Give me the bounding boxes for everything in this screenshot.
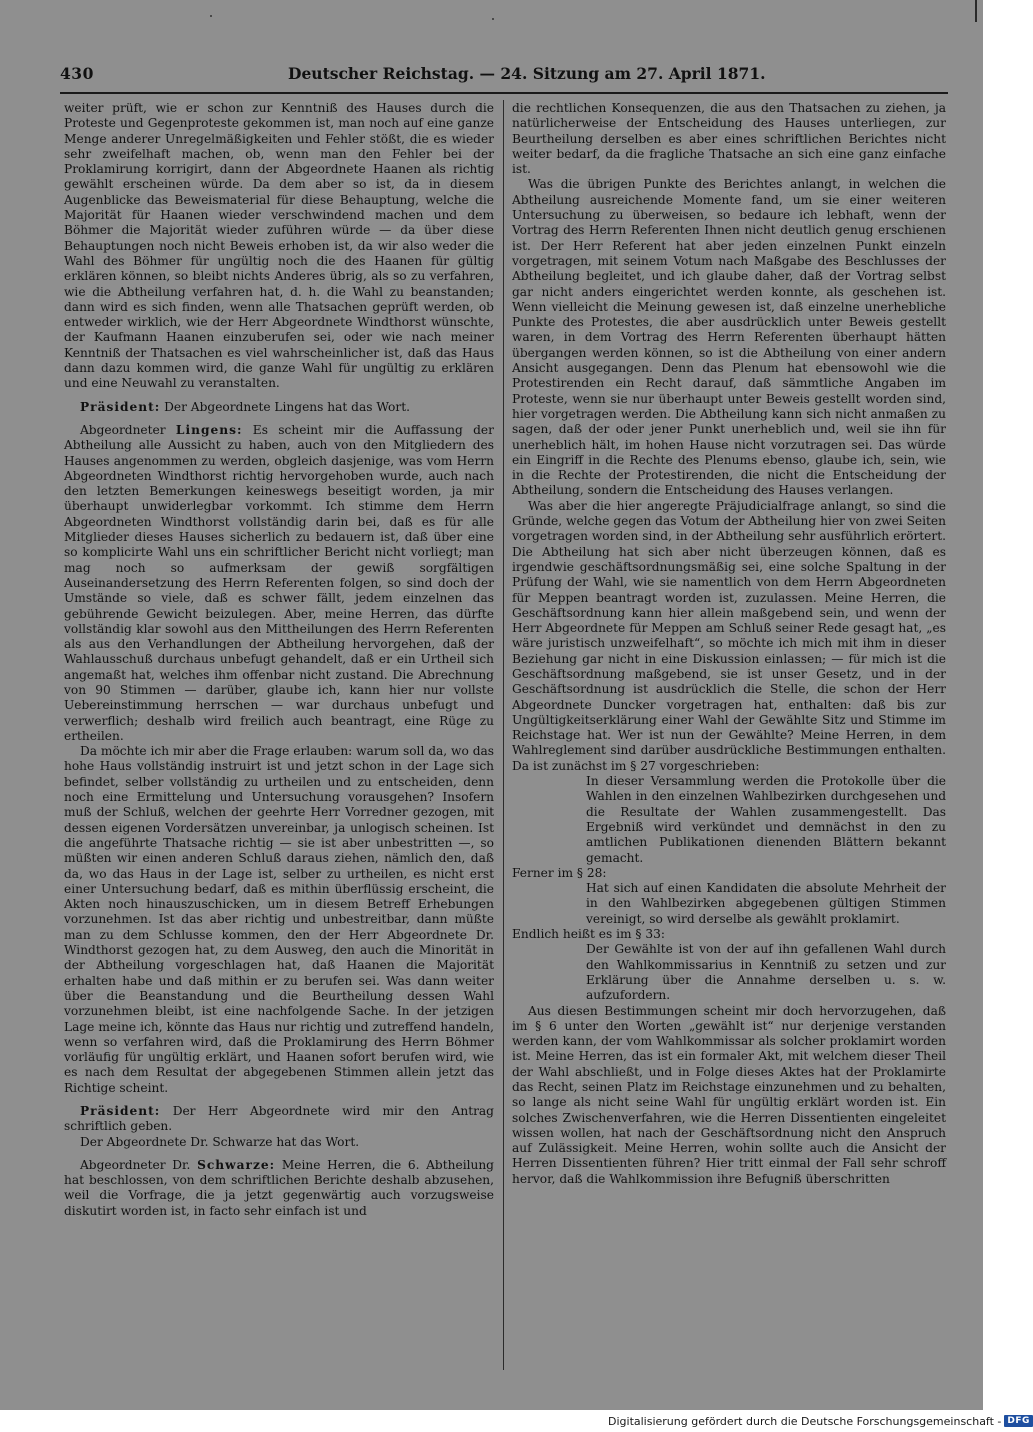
speaker-name: Lingens: [175, 422, 243, 437]
footer-credit [608, 1413, 1033, 1429]
paragraph: Der Abgeordnete Dr. Schwarze hat das Wort. [80, 1134, 360, 1149]
speck [492, 18, 494, 20]
paragraph: die rechtlichen Konsequenzen, die aus den Thatsachen zu ziehen, ja natürlicherweise der Entscheidung des Hauses unterliegen, zur Beurtheilung derselben es aber eines schriftlichen Berichtes nicht weiter bedarf, da die fragliche Thatsache an sich eine ganz einfache ist. [512, 101, 946, 177]
paragraph: Endlich heißt es im § 33: [512, 927, 666, 942]
paragraph [64, 1158, 494, 1219]
speech-text: Der Herr Abgeordnete wird mir den Antrag schriftlich geben. [64, 1104, 494, 1134]
speaker-name: Schwarze: [197, 1157, 276, 1172]
quoted-paragraph: In dieser Versammlung werden die Protokolle über die Wahlen in den einzelnen Wahlbezirken durchgesehen und die Resultate der Wahlen zusammengestellt. Das Ergebniß wird verkündet und demnächst in den zu amtlichen Publikationen dienenden Blättern bekannt gemacht. [586, 774, 946, 865]
speaker-intro: Abgeordneter Dr. [80, 1157, 198, 1172]
paragraph: Was aber die hier angeregte Präjudicialfrage anlangt, so sind die Gründe, welche gegen das Votum der Abtheilung hier von zwei Seiten vorgetragen worden sind, in der Abtheilung sehr ausführlich erörtert. Die Abtheilung hat sich aber nicht überzeugen können, daß es irgendwie geschäftsordnungsmäßig sei, eine solche Spaltung in der Prüfung der Wahl, wie sie namentlich von dem Herrn Abgeordneten für Meppen beantragt worden ist, zuzulassen. Meine Herren, die Geschäftsordnung kann hier allein maßgebend sein, und wenn der Herr Abgeordnete für Meppen am Schluß seiner Rede gesagt hat, „es wäre juristisch unzweifelhaft“, so möchte ich mich mit ihm in dieser Beziehung gar nicht in eine Diskussion einlassen; — für mich ist die Geschäftsordnung maßgebend, sie ist unser Gesetz, und in der Geschäftsordnung ist ausdrücklich die Stelle, die schon der Herr Abgeordnete Duncker vorgetragen hat, enthalten: daß bis zur Ungültigkeitserklärung einer Wahl der Gewählte Sitz und Stimme im Reichstage hat. Wer ist nun der Gewählte? Meine Herren, in dem Wahlreglement sind darüber ausdrückliche Bestimmungen enthalten. Da ist zunächst im § 27 vorgeschrieben: [512, 498, 946, 773]
page-header [60, 62, 948, 88]
dfg-logo: DFG [1004, 1415, 1033, 1427]
running-title: Deutscher Reichstag. — 24. Sitzung am 27. April 1871. [288, 64, 766, 83]
speech-text: Meine Herren, die 6. Abtheilung hat beschlossen, von dem schriftlichen Berichte deshalb abzusehen, weil die Vorfrage, die ja jetzt gegenwärtig auch vorzugsweise diskutirt worden ist, in facto sehr einfach ist und [64, 1157, 494, 1218]
column-rule [503, 100, 504, 1370]
paragraph: Aus diesen Bestimmungen scheint mir doch hervorzugehen, daß im § 6 unter den Worten „gewählt ist“ nur derjenige verstanden werden kann, der vom Wahlkommissar als solcher proklamirt worden ist. Meine Herren, das ist ein formaler Akt, mit welchem dieser Theil der Wahl abschließt, und in Folge dieses Aktes hat der Proklamirte das Recht, seinen Platz im Reichstage einzunehmen und zu behalten, so lange als nicht seine Wahl für ungültig erklärt worden ist. Ein solches Zwischenverfahren, wie die Herren Dissentienten eingeleitet wissen wollen, hat nach der Geschäftsordnung nicht den Anspruch auf Zulässigkeit. Meine Herren, wohin sollte auch die Ansicht der Herren Dissentienten führen? Hier tritt einmal der Fall sehr schroff hervor, daß die Wahlkommission ihre Befugniß überschritten [512, 1003, 946, 1186]
header-rule [60, 92, 948, 94]
quoted-paragraph: Hat sich auf einen Kandidaten die absolute Mehrheit der in den Wahlbezirken abgegebenen gültigen Stimmen vereinigt, so wird derselbe als gewählt proklamirt. [586, 881, 946, 926]
speech-text: Der Abgeordnete Lingens hat das Wort. [160, 399, 410, 414]
speck [210, 15, 212, 17]
page-margin [983, 0, 1000, 1410]
edge-mark [975, 0, 977, 22]
quoted-paragraph: Der Gewählte ist von der auf ihn gefallenen Wahl durch den Wahlkommissarius in Kenntniß zu setzen und zur Erklärung über die Annahme derselben u. s. w. aufzufordern. [586, 942, 946, 1003]
paragraph [64, 1104, 494, 1135]
speech-text: Es scheint mir die Auffassung der Abtheilung alle Aussicht zu haben, auch von den Mitgliedern des Hauses angenommen zu werden, obgleich dasjenige, was vom Herrn Abgeordneten Windthorst richtig hervorgehoben wurde, auch nach den letzten Bemerkungen keineswegs beseitigt worden, ja mir überhaupt unwiderlegbar vorkommt. Ich stimme dem Herrn Abgeordneten Windthorst vollständig darin bei, daß es für alle Mitglieder dieses Hauses sicherlich zu bedauern ist, daß über eine so komplicirte Wahl uns ein schriftlicher Bericht nicht vorliegt; man mag noch so aufmerksam der gewiß sorgfältigen Auseinandersetzung des Herrn Referenten folgen, so sind doch der Umstände so viele, daß es schwer fällt, jedem einzelnen das gebührende Gewicht beizulegen. Aber, meine Herren, das dürfte vollständig klar sowohl aus den Mittheilungen des Herrn Referenten als aus den Verhandlungen der Abtheilung hervorgehen, daß der Wahlausschuß durchaus unbefugt gehandelt, daß er ein Urtheil sich angemaßt hat, welches ihm offenbar nicht zustand. Die Abrechnung von 90 Stimmen — darüber, glaube ich, kann hier nur vollste Uebereinstimmung herrschen — war durchaus unbefugt und verwerflich; deshalb wird freilich auch beantragt, eine Rüge zu ertheilen. [64, 422, 494, 743]
paragraph: Ferner im § 28: [512, 865, 607, 880]
speaker-name: Präsident: [80, 1104, 161, 1118]
left-column [64, 101, 494, 1219]
paragraph: Da möchte ich mir aber die Frage erlauben: warum soll da, wo das hohe Haus vollständig instruirt ist und jetzt schon in der Lage sich befindet, selber vollständig zu urtheilen und zu entscheiden, denn noch eine Ermittelung und Untersuchung vorausgehen? Insofern muß der Schluß, welchen der geehrte Herr Vorredner gezogen, mit dessen eigenen Vordersätzen unvereinbar, ja unlogisch scheinen. Ist die angeführte Thatsache richtig — sie ist aber unbestritten —, so müßten wir einen anderen Schluß daraus ziehen, nämlich den, daß da, wo das Haus in der Lage ist, selber zu urtheilen, es nicht erst einer Untersuchung bedarf, daß es mithin überflüssig erscheint, die Akten noch hinauszuschicken, um in diesem Betreff Erhebungen vorzunehmen. Ist das aber richtig und unbestreitbar, dann müßte man zu dem Schlusse kommen, den der Herr Abgeordnete Dr. Windthorst gezogen hat, zu dem Ausweg, den auch die Minorität in der Abtheilung vorgeschlagen hat, daß Haanen die Majorität erhalten habe und daß mithin er zu berufen sei. Was dann weiter über die Beanstandung und die Beurtheilung dessen Wahl vorzunehmen bleibt, ist eine nachfolgende Sache. In der jetzigen Lage meine ich, könnte das Haus nur richtig und zutreffend handeln, wenn so verfahren wird, daß die Proklamirung des Herrn Böhmer vorläufig für ungültig erklärt, und Haanen sofort berufen wird, wie es nach dem Resultat der abgegebenen Stimmen allein jetzt das Richtige scheint. [64, 744, 495, 1095]
paragraph: Was die übrigen Punkte des Berichtes anlangt, in welchen die Abtheilung ausreichende Momente fand, um sie einer weiteren Untersuchung zu überweisen, so bedaure ich lebhaft, wenn der Vortrag des Herrn Referenten Ihnen nicht deutlich genug erschienen ist. Der Herr Referent hat aber jeden einzelnen Punkt einzeln vorgetragen, mit seinem Votum nach Maßgabe des Beschlusses der Abtheilung begleitet, und ich glaube daher, daß der Vortrag selbst gar nicht anders eingerichtet werden konnte, als geschehen ist. Wenn vielleicht die Meinung gewesen ist, daß einzelne unerhebliche Punkte des Protestes, die aber ausdrücklich unter Beweis gestellt waren, in dem Vortrag des Herrn Referenten überhaupt hätten übergangen werden können, so ist die Abtheilung von einer andern Ansicht ausgegangen. Denn das Plenum hat ebensowohl wie die Protestirenden ein Recht darauf, daß sämmtliche Angaben im Proteste, wenn sie nur überhaupt unter Beweis gestellt worden sind, hier vorgetragen werden. Die Abtheilung kann sich nicht anmaßen zu sagen, daß der oder jener Punkt unerheblich und, weil sie ihn für unerheblich hält, im hohen Hause nicht vorzutragen sei. Das würde ein Eingriff in die Rechte des Plenums ebenso, glaube ich, sein, wie in die Rechte der Protestirenden, die nicht die Entscheidung der Abtheilung, sondern die Entscheidung des Hauses verlangen. [512, 177, 946, 498]
paragraph [64, 400, 494, 415]
speaker-name: Präsident: [80, 399, 161, 414]
speaker-intro: Abgeordneter [80, 422, 176, 437]
footer-text: Digitalisierung gefördert durch die Deutsche Forschungsgemeinschaft - [608, 1414, 1002, 1428]
paragraph: weiter prüft, wie er schon zur Kenntniß des Hauses durch die Proteste und Gegenproteste gekommen ist, man noch auf eine ganze Menge anderer Unregelmäßigkeiten und Fehler stößt, die es wieder sehr zweifelhaft machen, ob, wenn man den Fehler bei der Proklamirung korrigirt, dann der Abgeordnete Haanen als richtig gewählt erscheinen würde. Da dem aber so ist, da in diesem Augenblicke das Beweismaterial für diese Behauptung, welche die Majorität für Haanen wieder verschwindend machen und dem Böhmer die Majorität wieder zuführen würde — da über diese Behauptungen noch nicht Beweis erhoben ist, da wir also weder die Wahl des Böhmer für ungültig noch die des Haanen für gültig erklären können, so bleibt nichts Anderes übrig, als so zu verfahren, wie die Abtheilung verfahren hat, d. h. die Wahl zu beanstanden; dann wird es sich finden, wenn alle Thatsachen geprüft werden, ob entweder wirklich, wie der Herr Abgeordnete Windthorst wünschte, der Kaufmann Haanen einzuberufen sei, oder wie nach meiner Kenntniß der Thatsachen es viel wahrscheinlicher ist, daß das Haus dann dazu kommen wird, die ganze Wahl für ungültig zu erklären und eine Neuwahl zu veranstalten. [64, 101, 494, 391]
page-number: 430 [60, 64, 94, 83]
right-column [512, 101, 946, 1187]
paragraph [64, 423, 494, 744]
